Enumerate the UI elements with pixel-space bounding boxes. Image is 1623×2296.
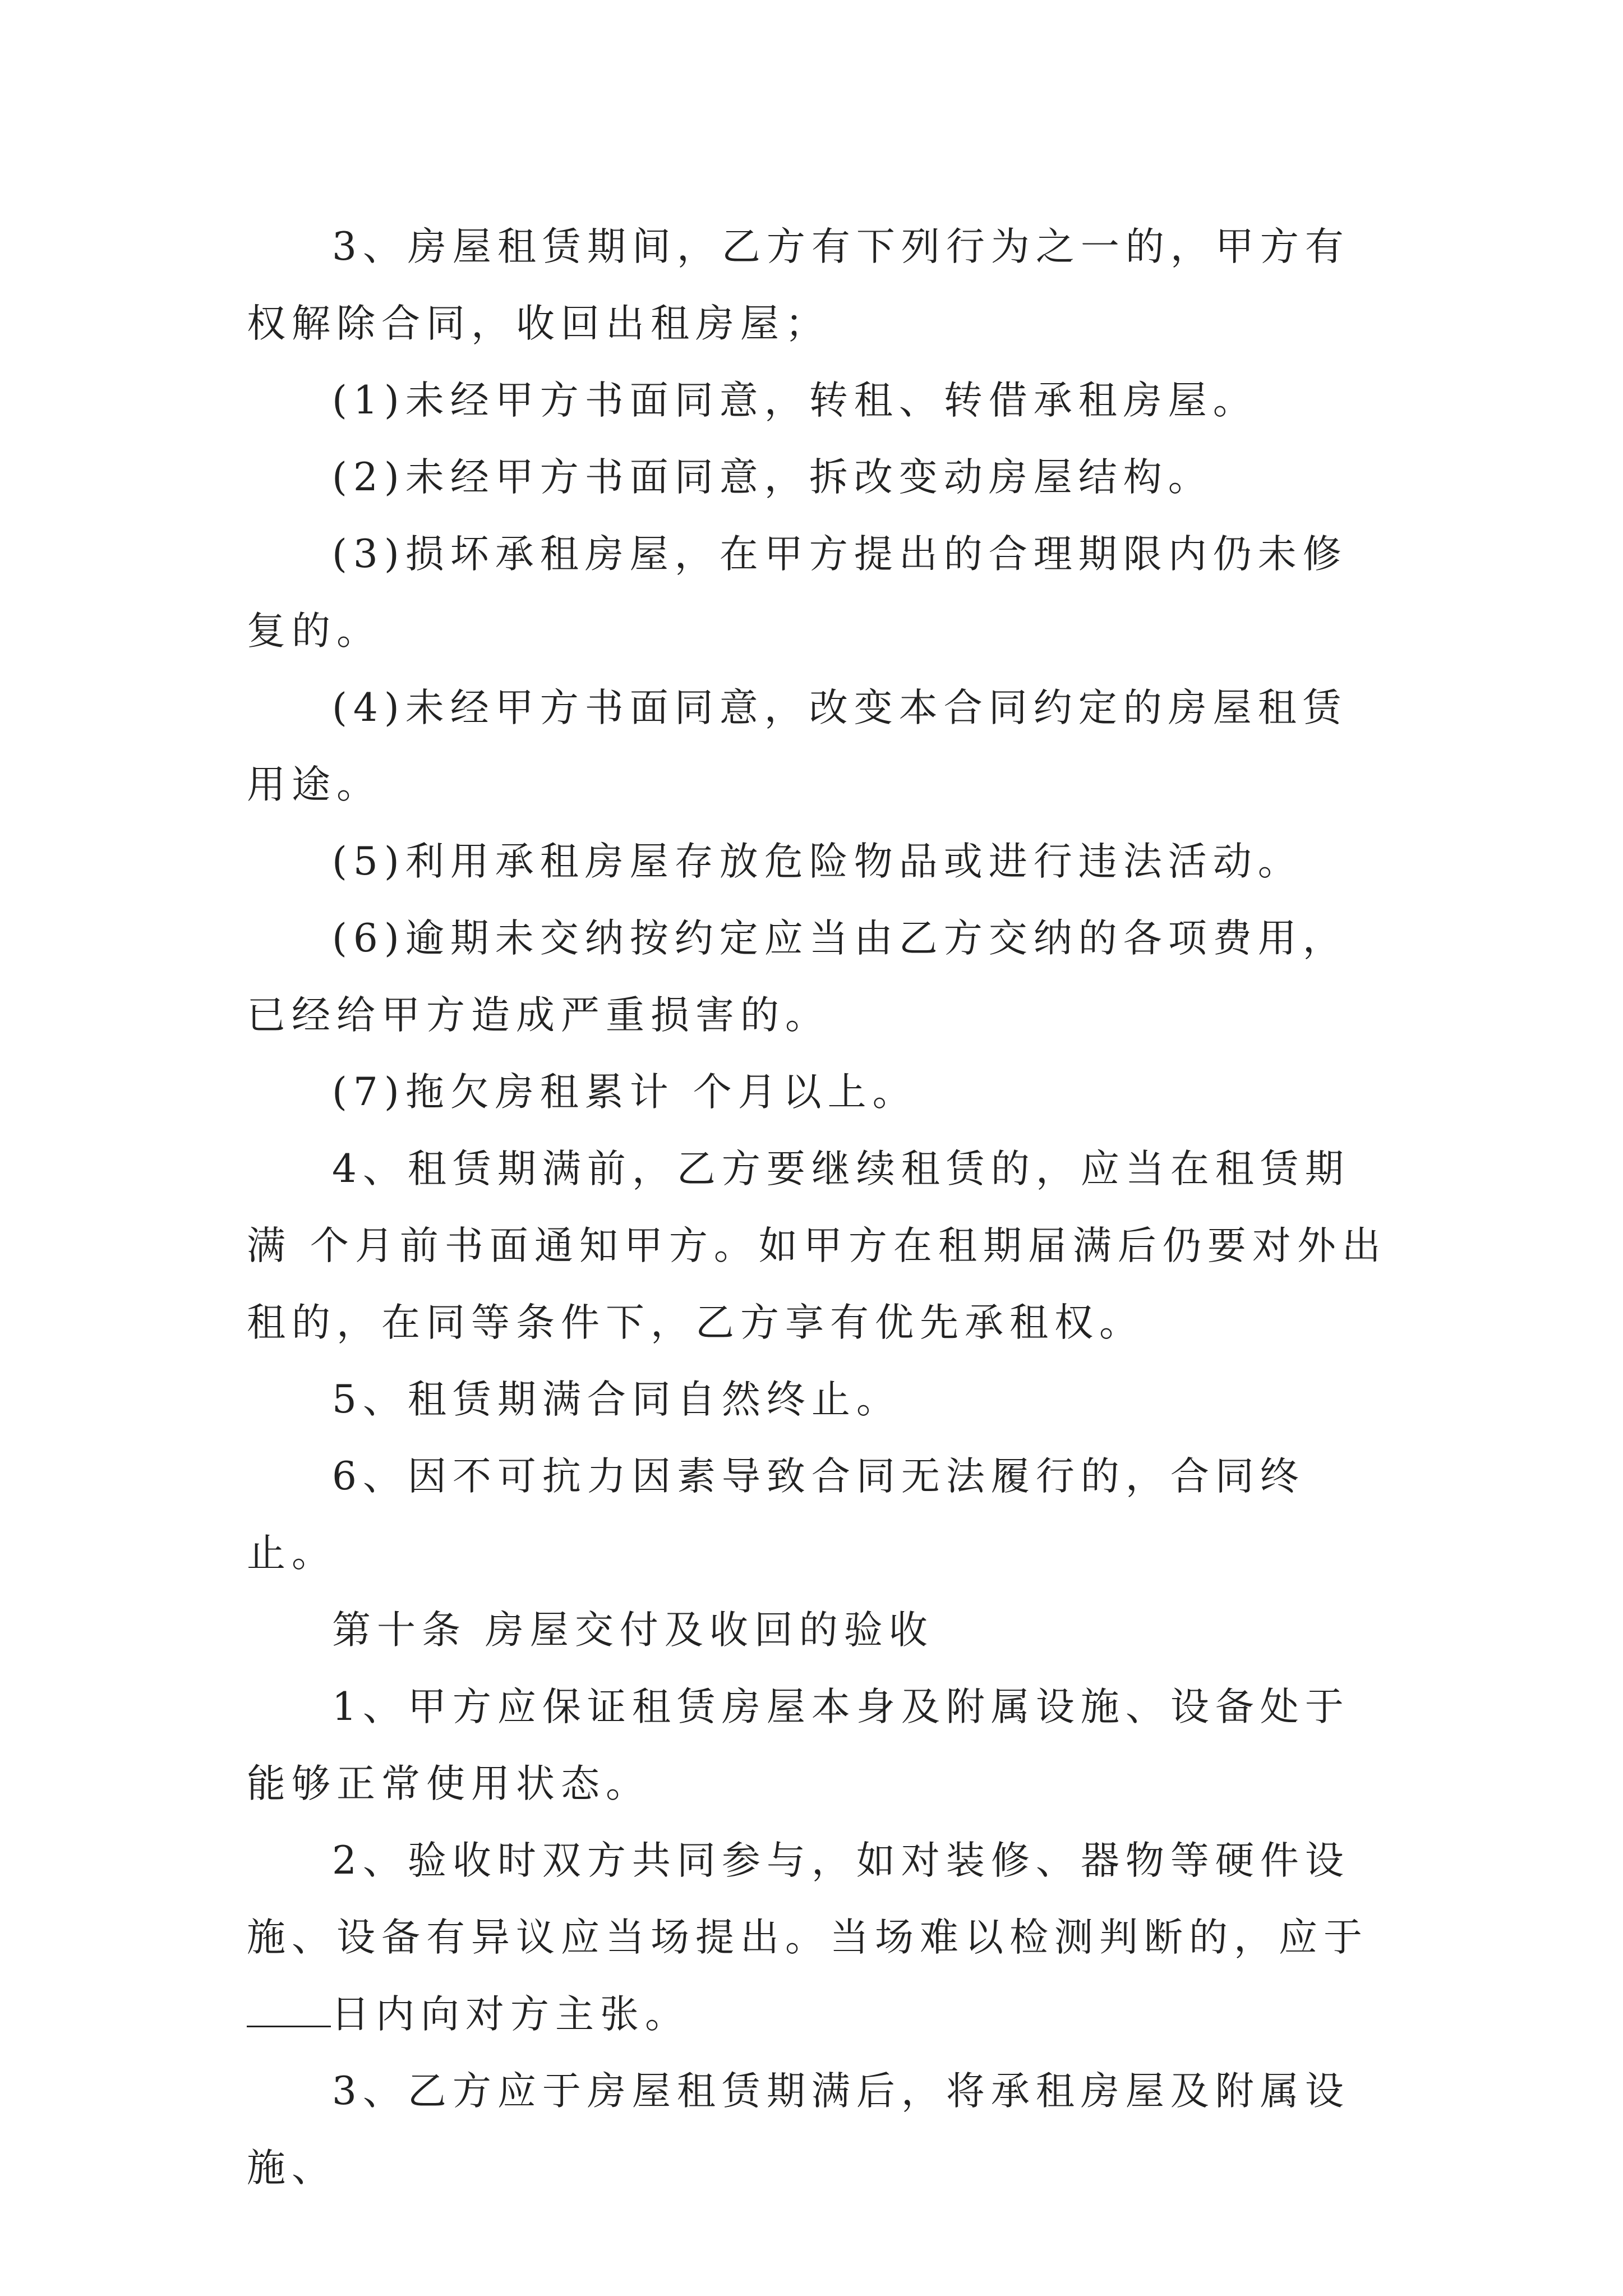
item-1-sublet: (1)未经甲方书面同意，转租、转借承租房屋。 bbox=[332, 378, 1258, 423]
clause-5-expiry: 5、租赁期满合同自然终止。 bbox=[332, 1377, 901, 1422]
item-2-structure: (2)未经甲方书面同意，拆改变动房屋结构。 bbox=[332, 455, 1213, 500]
clause-3-termination: 3、房屋租赁期间，乙方有下列行为之一的，甲方有权解除合同，收回出租房屋； bbox=[247, 224, 1350, 346]
item-6-fees: (6)逾期未交纳按约定应当由乙方交纳的各项费用，已经给甲方造成严重损害的。 bbox=[247, 916, 1348, 1038]
article-10-heading: 第十条 房屋交付及收回的验收 bbox=[332, 1608, 934, 1653]
clause-2-text-after: 日内向对方主张。 bbox=[331, 1992, 690, 2037]
clause-6-force-majeure: 6、因不可抗力因素导致合同无法履行的，合同终止。 bbox=[247, 1454, 1305, 1576]
item-5-hazard: (5)利用承租房屋存放危险物品或进行违法活动。 bbox=[332, 839, 1303, 884]
item-3-damage: (3)损坏承租房屋，在甲方提出的合理期限内仍未修复的。 bbox=[247, 532, 1348, 654]
document-body bbox=[247, 209, 1391, 2207]
article-10-clause-3: 3、乙方应于房屋租赁期满后，将承租房屋及附属设施、 bbox=[247, 2069, 1350, 2191]
clause-2-text-before: 2、验收时双方共同参与，如对装修、器物等硬件设施、设备有异议应当场提出。当场难以检测判断的，应于 bbox=[247, 1838, 1368, 1960]
article-10-clause-2 bbox=[247, 1823, 1391, 2053]
article-10-clause-1: 1、甲方应保证租赁房屋本身及附属设施、设备处于能够正常使用状态。 bbox=[247, 1685, 1350, 1806]
clause-4-renewal: 4、租赁期满前，乙方要继续租赁的，应当在租赁期满 个月前书面通知甲方。如甲方在租期届满后仍要对外出租的，在同等条件下，乙方享有优先承租权。 bbox=[247, 1147, 1387, 1345]
item-4-usage: (4)未经甲方书面同意，改变本合同约定的房屋租赁用途。 bbox=[247, 685, 1348, 807]
days-blank-line bbox=[247, 1992, 331, 2027]
item-7-arrears: (7)拖欠房租累计 个月以上。 bbox=[332, 1070, 917, 1115]
